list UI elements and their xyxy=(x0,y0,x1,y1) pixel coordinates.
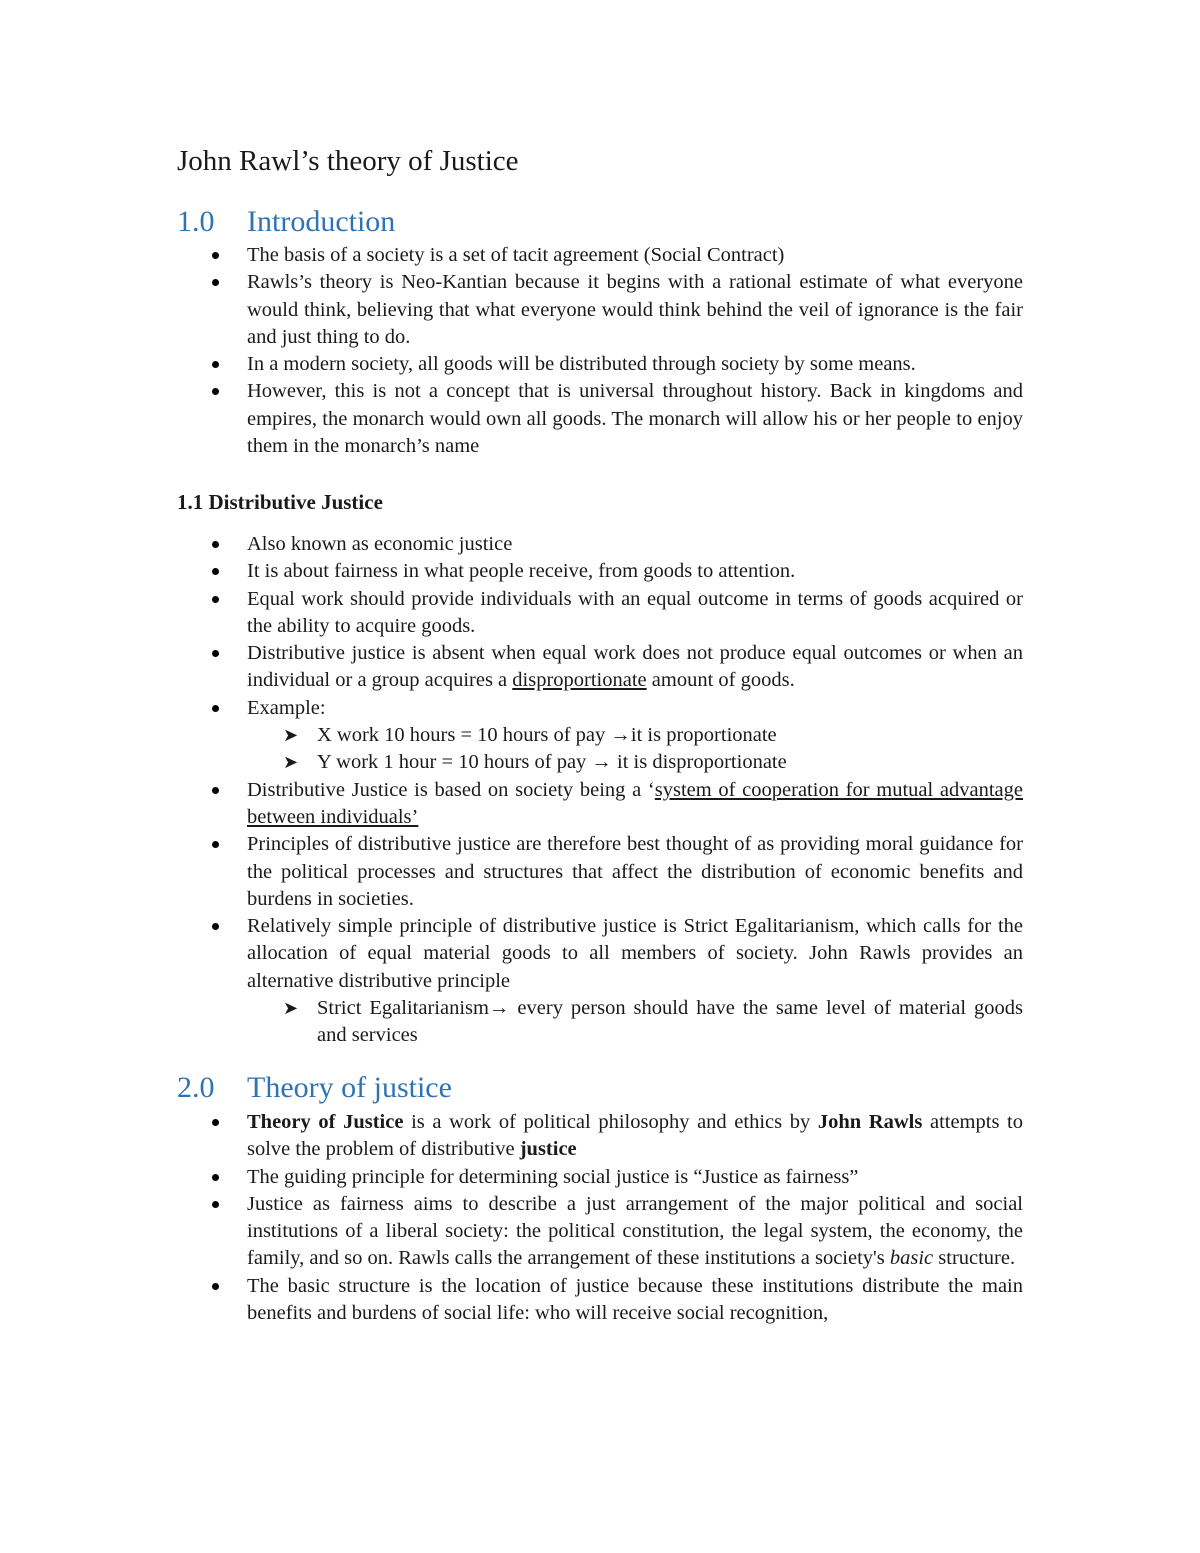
text-run: structure. xyxy=(933,1247,1016,1270)
text-run: Example: xyxy=(247,696,326,719)
list-item: However, this is not a concept that is universal throughout history. Back in kingdoms and empires, the monarch would own all goods. The monarch will allow his or her people to enjoy them in the monarch’s name xyxy=(0,378,1023,460)
arrow-bullet-icon: ➤ xyxy=(283,725,299,746)
text-run: attempts to solve the problem of distributive xyxy=(247,1111,1023,1161)
list-item xyxy=(0,913,1023,1049)
list-item xyxy=(0,640,1023,695)
text-run: Justice as fairness aims to describe a just arrangement of the major political and social institutions of a liberal society: the political constitution, the legal system, the economy, the family, and so on. Rawls calls the arrangement of these institutions a society's xyxy=(247,1192,1023,1270)
heading-text: Introduction xyxy=(247,205,396,238)
list-item xyxy=(0,1109,1023,1164)
list-item: Equal work should provide individuals with an equal outcome in terms of goods acquired or the ability to acquire goods. xyxy=(0,586,1023,641)
bold-author: John Rawls xyxy=(817,1111,923,1133)
bold-term: justice xyxy=(519,1138,577,1161)
list-item: The guiding principle for determining social justice is “Justice as fairness” xyxy=(0,1164,1023,1191)
list-item: It is about fairness in what people receive, from goods to attention. xyxy=(0,558,1023,585)
list-item: The basic structure is the location of justice because these institutions distribute the main benefits and burdens of social life: who will receive social recognition, xyxy=(0,1273,1023,1328)
list-item: In a modern society, all goods will be distributed through society by some means. xyxy=(0,351,1023,378)
heading-number: 2.0 xyxy=(177,1071,215,1104)
theory-of-justice-list xyxy=(0,1109,1200,1327)
list-item: The basis of a society is a set of tacit agreement (Social Contract) xyxy=(0,242,1023,269)
text-run: amount of goods. xyxy=(646,669,795,692)
sub-list-item xyxy=(247,749,1023,776)
heading-text: Theory of justice xyxy=(247,1071,452,1104)
egalitarianism-sublist xyxy=(247,995,1023,1050)
text-run: is a work of political philosophy and ethics by xyxy=(403,1111,818,1133)
heading-introduction xyxy=(177,204,395,240)
document-title: John Rawl’s theory of Justice xyxy=(177,145,519,177)
heading-number: 1.0 xyxy=(177,205,215,238)
heading-theory-of-justice xyxy=(177,1070,452,1106)
underlined-term: disproportionate xyxy=(512,669,647,692)
bold-term: Theory of Justice xyxy=(247,1111,404,1133)
arrow-bullet-icon: ➤ xyxy=(283,752,299,773)
example-text: Y work 1 hour = 10 hours of pay → it is disproportionate xyxy=(317,751,787,774)
example-sublist xyxy=(247,722,1023,777)
sub-list-item xyxy=(247,722,1023,749)
italic-term: basic xyxy=(889,1247,934,1270)
sub-item-text: Strict Egalitarianism→ every person should have the same level of material goods and services xyxy=(317,997,1023,1047)
arrow-bullet-icon: ➤ xyxy=(283,998,299,1019)
heading-distributive-justice: 1.1 Distributive Justice xyxy=(177,490,383,514)
list-item xyxy=(0,695,1023,777)
list-item: Principles of distributive justice are therefore best thought of as providing moral guidance for the political processes and structures that affect the distribution of economic benefits and burdens in societies. xyxy=(0,831,1023,913)
distributive-justice-list xyxy=(0,531,1200,1050)
list-item xyxy=(0,777,1023,832)
example-text: X work 10 hours = 10 hours of pay →it is proportionate xyxy=(317,724,777,747)
list-item: Rawls’s theory is Neo-Kantian because it begins with a rational estimate of what everyone would think, believing that what everyone would think behind the veil of ignorance is the fair and just thing to do. xyxy=(0,269,1023,351)
underlined-quote: system of cooperation for mutual advantage between individuals’ xyxy=(247,778,1023,828)
text-run: Distributive Justice is based on society being a ‘ xyxy=(247,778,655,801)
introduction-list xyxy=(0,242,1200,460)
text-run: Relatively simple principle of distributive justice is Strict Egalitarianism, which calls for the allocation of equal material goods to all members of society. John Rawls provides an alternative distributive principle xyxy=(247,915,1023,992)
sub-list-item xyxy=(247,995,1023,1050)
list-item xyxy=(0,1191,1023,1273)
list-item: Also known as economic justice xyxy=(0,531,1023,558)
text-run: Distributive justice is absent when equal work does not produce equal outcomes or when an individual or a group acquires a xyxy=(247,642,1023,692)
